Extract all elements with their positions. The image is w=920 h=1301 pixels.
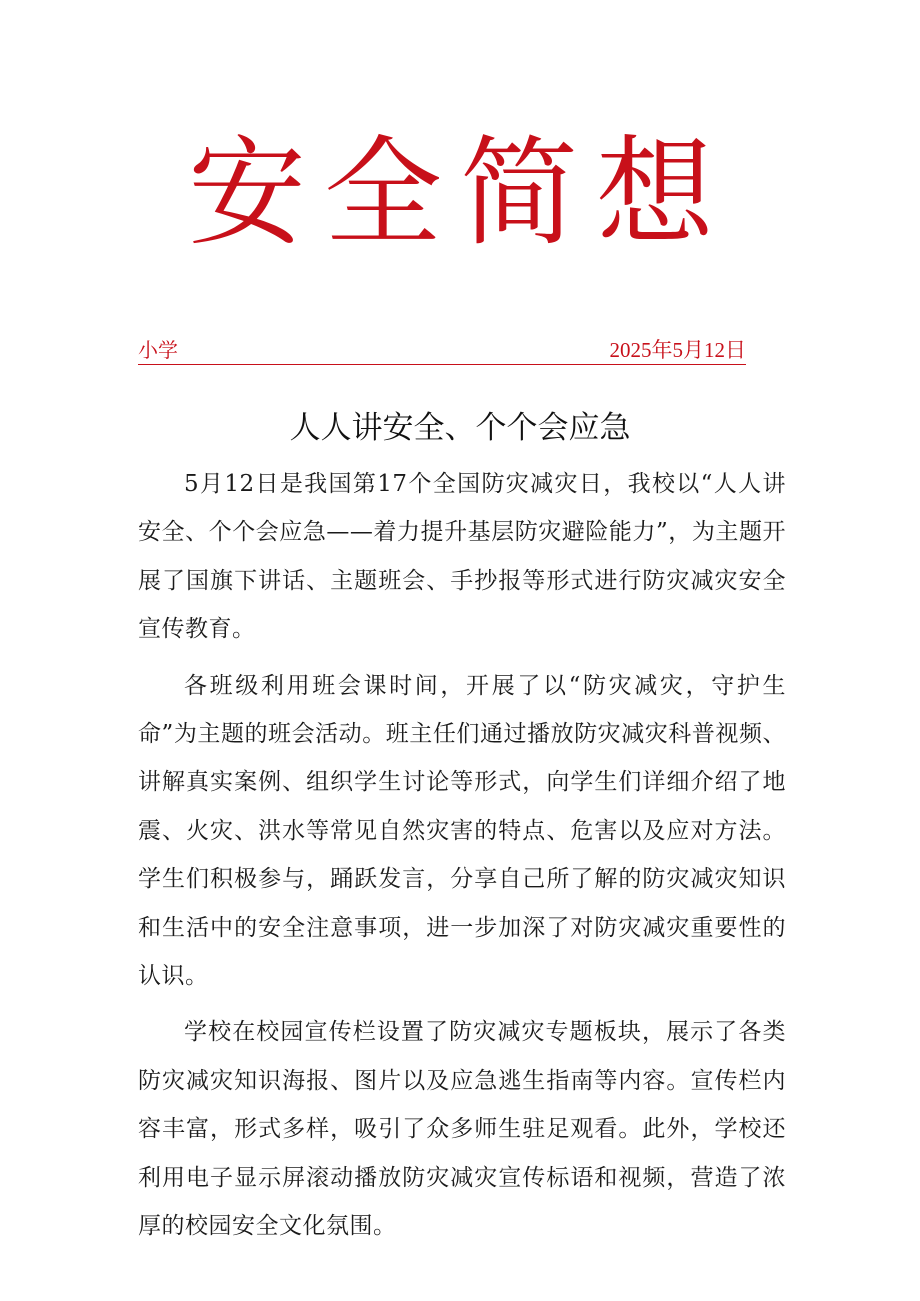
masthead-meta-line — [138, 336, 746, 365]
article-body — [138, 460, 786, 1259]
issue-date: 2025年5月12日 — [609, 338, 746, 362]
article-paragraph: 5月12日是我国第17个全国防灾减灾日，我校以“人人讲安全、个个会应急——着力提升基层防灾避险能力”，为主题开展了国旗下讲话、主题班会、手抄报等形式进行防灾减灾安全宣传教育。 — [138, 471, 786, 643]
article-paragraph: 各班级利用班会课时间，开展了以“防灾减灾，守护生命”为主题的班会活动。班主任们通过播放防灾减灾科普视频、讲解真实案例、组织学生讨论等形式，向学生们详细介绍了地震、火灾、洪水等常见自然灾害的特点、危害以及应对方法。学生们积极参与，踊跃发言，分享自己所了解的防灾减灾知识和生活中的安全注意事项，进一步加深了对防灾减灾重要性的认识。 — [138, 672, 786, 990]
article-headline: 人人讲安全、个个会应急 — [289, 410, 631, 446]
masthead-title: 安全简想 — [187, 124, 732, 262]
school-name: 小学 — [138, 338, 178, 362]
article-paragraph: 学校在校园宣传栏设置了防灾减灾专题板块，展示了各类防灾减灾知识海报、图片以及应急逃生指南等内容。宣传栏内容丰富，形式多样，吸引了众多师生驻足观看。此外，学校还利用电子显示屏滚动播放防灾减灾宣传标语和视频，营造了浓厚的校园安全文化氛围。 — [138, 1019, 786, 1240]
